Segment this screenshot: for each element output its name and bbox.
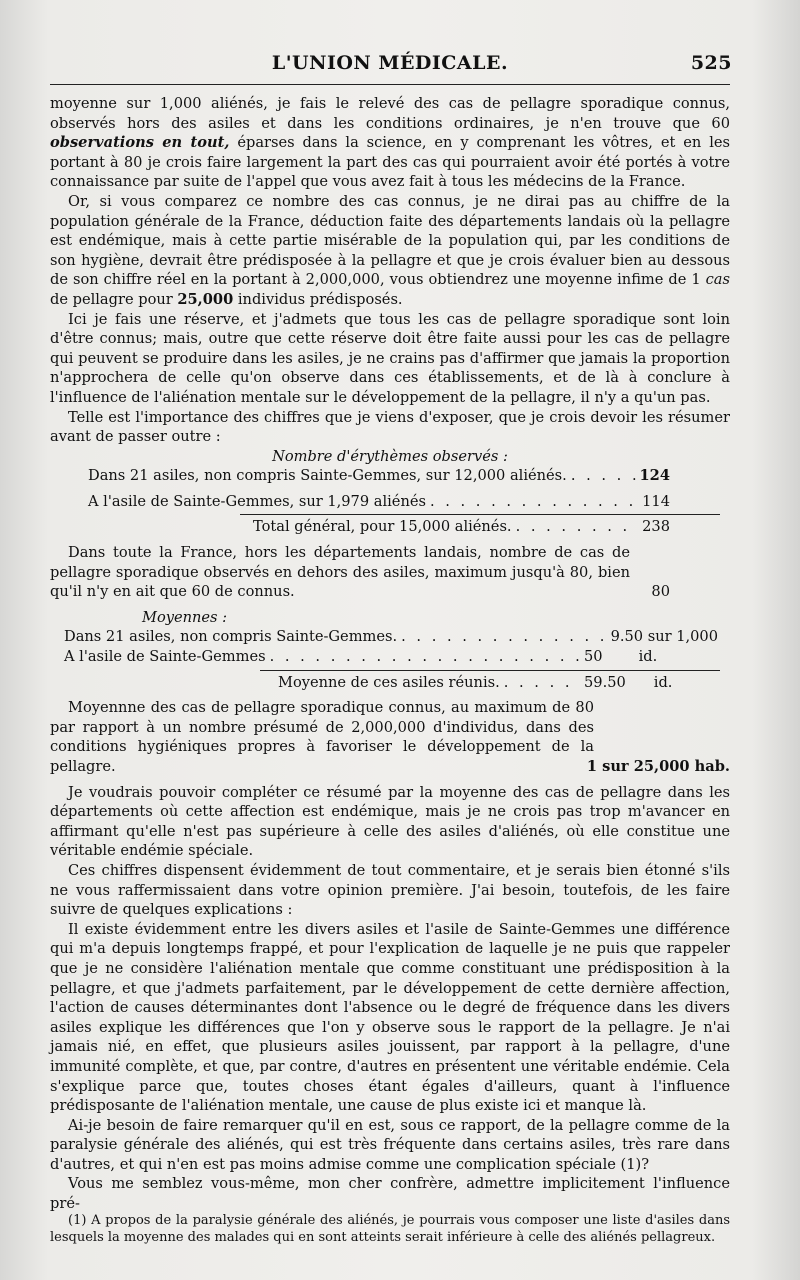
stats-heading: Nombre d'érythèmes observés : (272, 447, 508, 465)
paragraph: Ces chiffres dispensent évidemment de tout commentaire, et je serais bien étonné s'ils ne vous raffermissaient dans votre opinion première. J'ai besoin, toutefois, de les faire suivre de quelques explications : (50, 861, 730, 919)
paragraph: Je voudrais pouvoir compléter ce résumé par la moyenne des cas de pellagre dans les départements où cette affection est endémique, mais je ne crois pas trop m'avancer en affirmant qu'elle n'est pas supérieure à celle des asiles d'aliénés, où elle constitue une véritable endémie spéciale. (50, 783, 730, 860)
footnote: (1) A propos de la paralysie générale des aliénés, je pourrais vous composer une liste d'asiles dans lesquels la moyenne des malades qui en sont atteints serait inférieure à celle des aliénés pellagreux. (50, 1213, 730, 1245)
paragraph: Ai-je besoin de faire remarquer qu'il en est, sous ce rapport, de la pellagre comme de la paralysie générale des aliénés, qui est très fréquente dans certains asiles, très rare dans d'autres, et qui n'en est pas moins admise comme une complication spéciale (1)? (50, 1116, 730, 1173)
stats-row: A l'asile de Sainte-Gemmes, sur 1,979 aliénés . . . 114 (88, 492, 670, 512)
stats-france-block: Dans toute la France, hors les départements landais, nombre de cas de pellagre sporadique observés en dehors des asiles, maximum jusqu'à 80, bien qu'il n'y en ait que 60 de connus. 80 (50, 544, 670, 601)
moyenne-row: Dans 21 asiles, non compris Sainte-Gemmes. . . . 9.50 sur 1,000 (64, 627, 718, 647)
running-header (50, 48, 730, 78)
paragraph: Telle est l'importance des chiffres que je viens d'exposer, que je crois devoir les résumer avant de passer outre : (50, 408, 730, 446)
paragraph: Il existe évidemment entre les divers asiles et l'asile de Sainte-Gemmes une différence qui m'a depuis longtemps frappé, et pour l'explication de laquelle je ne puis que rappeler que je ne considère l'aliénation mentale que comme constituant une prédisposition à la pellagre, et que j'admets parfaitement, par le développement de cette dernière affection, l'action de causes déterminantes dont l'absence ou le degré de fréquence dans les divers asiles explique les différences que l'on y observe sous le rapport de la pellagre. Je n'ai jamais nié, en effet, que plusieurs asiles jouissent, par rapport à la pellagre, d'une immunité complète, et que, par contre, d'autres en présentent une véritable endémie. Cela s'explique parce que, toutes choses étant égales d'ailleurs, quant à l'influence prédisposante de l'aliénation mentale, une cause de plus existe ici et manque là. (50, 920, 730, 1115)
moyenne-row: A l'asile de Sainte-Gemmes . . . 50 id. (64, 647, 718, 667)
paragraph: moyenne sur 1,000 aliénés, je fais le relevé des cas de pellagre sporadique connus, observés hors des asiles et dans les conditions ordinaires, je n'en trouve que 60 observations en tout, éparses dans la science, en y comprenant les vôtres, et en les portant à 80 je crois faire largement la part des cas qui pourraient avoir été portés à votre connaissance par suite de l'appel que vous avez fait à tous les médecins de la France. (50, 95, 730, 191)
paragraph: Vous me semblez vous-même, mon cher confrère, admettre implicitement l'influence pré- (50, 1175, 730, 1213)
header-rule (50, 84, 730, 85)
moyenne-total-row: Moyenne de ces asiles réunis. . . . 59.50 id. (278, 673, 718, 693)
journal-title: L'UNION MÉDICALE. (271, 52, 509, 74)
body-text (50, 94, 730, 1214)
sum-rule (240, 514, 720, 515)
stats-row: Dans 21 asiles, non compris Sainte-Gemmes, sur 12,000 aliénés. . . . 124 (88, 466, 670, 486)
moyennes-heading: Moyennes : (142, 608, 228, 626)
paragraph: Ici je fais une réserve, et j'admets que tous les cas de pellagre sporadique sont loin d'être connus; mais, outre que cette réserve doit être faite aussi pour les cas de pellagre qui peuvent se produire dans les asiles, je ne crains pas d'affirmer que jamais la proportion n'approchera de celle qu'on observe dans ces établissements, et de là à conclure à l'influence de l'aliénation mentale sur le développement de la pellagre, il n'y a qu'un pas. (50, 310, 730, 406)
sporadic-block: Moyennne des cas de pellagre sporadique connus, au maximum de 80 par rapport à un nombre présumé de 2,000,000 d'individus, dans des conditions hygiéniques propres à favoriser le développement de la pellagre. 1 sur 25,000 hab. (50, 699, 730, 775)
paragraph: Or, si vous comparez ce nombre des cas connus, je ne dirai pas au chiffre de la population générale de la France, déduction faite des départements landais où la pellagre est endémique, mais à cette partie misérable de la population qui, par les conditions de son hygiène, devrait être prédisposée à la pellagre et que je crois évaluer bien au dessous de son chiffre réel en la portant à 2,000,000, vous obtiendrez une moyenne infime de 1 cas de pellagre pour 25,000 individus prédisposés. (50, 192, 730, 308)
stats-total-row: Total général, pour 15,000 aliénés. . . . 238 (253, 517, 670, 537)
page-number: 525 (690, 52, 732, 74)
sum-rule (260, 670, 720, 671)
